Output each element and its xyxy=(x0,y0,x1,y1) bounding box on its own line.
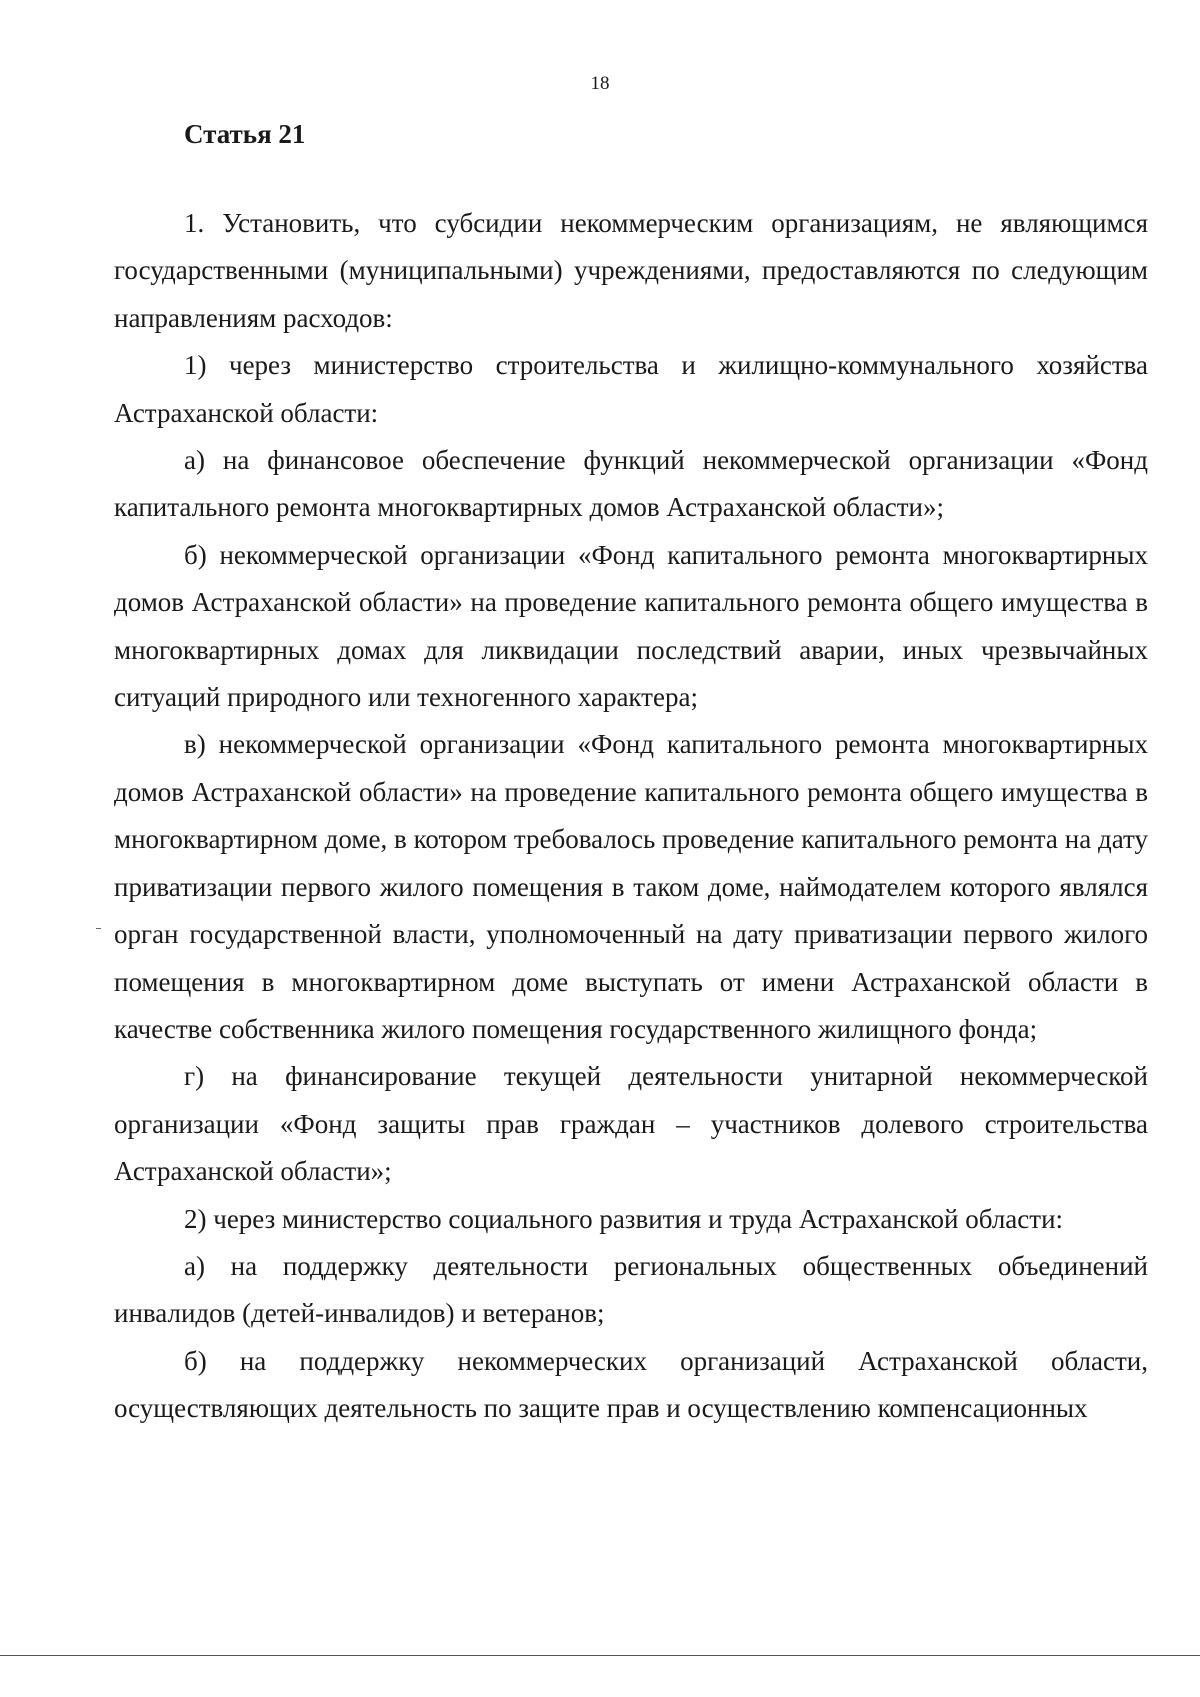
paragraph-6: г) на финансирование текущей деятельности унитарной некоммерческой организации «Фонд защиты прав граждан – участников долевого строительства Астраханской области»; xyxy=(114,1061,1148,1187)
paragraph-4: б) некоммерческой организации «Фонд капитального ремонта многоквартирных домов Астраханской области» на проведение капитального ремонта общего имущества в многоквартирных домах для ликвидации последствий аварии, иных чрезвычайных ситуаций природного или техногенного характера; xyxy=(114,539,1148,713)
article-heading: Статья 21 xyxy=(184,119,306,149)
paragraph-8: а) на поддержку деятельности региональных общественных объединений инвалидов (детей-инвалидов) и ветеранов; xyxy=(114,1250,1148,1329)
paragraph-7: 2) через министерство социального развития и труда Астраханской области: xyxy=(184,1203,1064,1234)
paragraph-2: 1) через министерство строительства и жилищно-коммунального хозяйства Астраханской области: xyxy=(114,350,1148,428)
paragraph-3: а) на финансовое обеспечение функций некоммерческой организации «Фонд капитального ремонта многоквартирных домов Астраханской области»; xyxy=(114,445,1148,523)
page-number: 18 xyxy=(590,73,610,94)
paragraph-1: 1. Установить, что субсидии некоммерческим организациям, не являющимся государственными (муниципальными) учреждениями, предоставляются по следующим направлениям расходов: xyxy=(114,208,1148,333)
paragraph-9: б) на поддержку некоммерческих организаций Астраханской области, осуществляющих деятельность по защите прав и осуществлению компенсационных xyxy=(114,1345,1148,1424)
document-body xyxy=(114,200,1148,1433)
margin-mark xyxy=(96,928,101,929)
bottom-rule xyxy=(0,1655,1200,1656)
paragraph-5: в) некоммерческой организации «Фонд капитального ремонта многоквартирных домов Астраханской области» на проведение капитального ремонта общего имущества в многоквартирном доме, в котором требовалось проведение капитального ремонта на дату приватизации первого жилого помещения в таком доме, наймодателем которого являлся орган государственной власти, уполномоченный на дату приватизации первого жилого помещения в многоквартирном доме выступать от имени Астраханской области в качестве собственника жилого помещения государственного жилищного фонда; xyxy=(114,729,1148,1044)
